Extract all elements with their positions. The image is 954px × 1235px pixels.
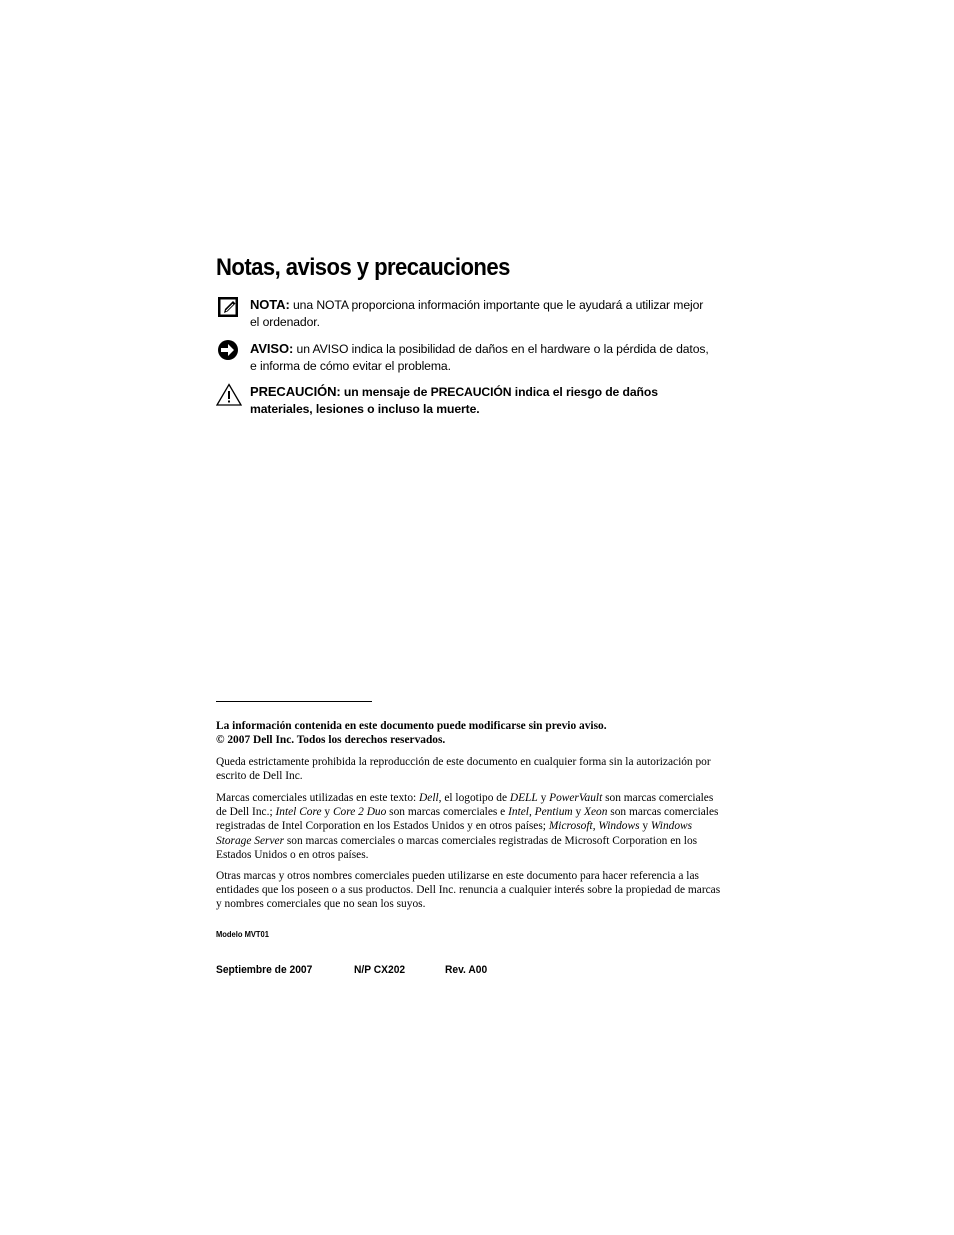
tm-text: y [537,792,550,804]
publication-date: Septiembre de 2007 [216,964,313,976]
caution-body: un mensaje de PRECAUCIÓN indica el riesgo de daños materiales, lesiones o incluso la muerte. [250,385,658,416]
tm-dell: Dell [419,792,439,804]
model-number: Modelo MVT01 [216,929,269,939]
tm-xeon: Xeon [584,806,608,819]
note-body: una NOTA proporciona información importante que le ayudará a utilizar mejor el ordenador. [250,298,704,329]
trademarks-paragraph [216,791,721,862]
tm-text: , [528,806,535,819]
divider [216,701,372,702]
pencil-note-icon [216,296,240,320]
tm-intel-core: Intel Core [275,806,322,819]
tm-text: y [572,806,585,819]
other-trademarks-paragraph: Otras marcas y otros nombres comerciales pueden utilizarse en este documento para hacer referencia a las entidades que los poseen o a sus productos. Dell Inc. renuncia a cualquier interés sobre la propiedad de marcas y nombres comerciales que no sean los suyos. [216,870,721,911]
tm-text: son marcas comerciales de Dell Inc.; [216,792,714,819]
tm-text: , el logotipo de [438,792,510,804]
reproduction-paragraph: Queda estrictamente prohibida la reproducción de este documento en cualquier forma sin la autorización por escrito de Dell Inc. [216,756,711,783]
tm-text: y [639,820,651,833]
tm-text: , [592,820,599,833]
tm-text: son marcas comerciales e [386,806,509,819]
revision: Rev. A00 [445,964,488,976]
tm-text: son marcas comerciales registradas de Intel Corporation en los Estados Unidos y en otros países; [216,806,719,833]
notice-text [250,340,710,375]
caution-text [250,383,710,418]
tm-text: y [321,806,333,819]
legal-header [216,719,721,747]
tm-powervault: PowerVault [549,792,603,804]
notice-body: un AVISO indica la posibilidad de daños en el hardware o la pérdida de datos, e informa de cómo evitar el problema. [250,342,709,373]
footer [216,964,616,980]
part-number: N/P CX202 [354,964,406,976]
tm-core-2-duo: Core 2 Duo [332,806,387,819]
tm-microsoft: Microsoft [548,820,593,833]
tm-windows-storage-server: Windows Storage Server [216,820,693,847]
tm-pentium: Pentium [534,806,573,819]
tm-intel: Intel [508,806,529,819]
tm-text: Marcas comerciales utilizadas en este texto: [216,792,420,804]
copyright: © 2007 Dell Inc. Todos los derechos reservados. [216,734,446,747]
tm-dell-logo: DELL [509,792,538,804]
notice-label: AVISO: [250,341,294,356]
note-text [250,296,710,331]
warning-triangle-icon [216,383,240,407]
tm-windows: Windows [598,820,640,833]
tm-text: son marcas comerciales o marcas comerciales registradas de Microsoft Corporation en los Estados Unidos o en otros países. [216,834,698,861]
caution-label: PRECAUCIÓN: [250,384,341,399]
page-title: Notas, avisos y precauciones [216,254,510,281]
notice-arrow-icon [216,340,240,364]
note-label: NOTA: [250,297,290,312]
legal-change-notice: La información contenida en este documento puede modificarse sin previo aviso. [216,720,607,732]
